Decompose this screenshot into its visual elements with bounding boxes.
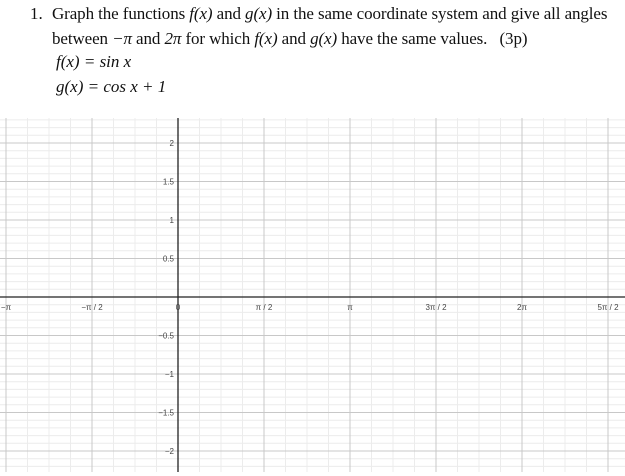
y-tick-label: −1.5 (158, 408, 174, 418)
text-same-system: in the same coordinate system and give all angles (276, 4, 608, 23)
two-pi: 2π (164, 29, 182, 48)
coordinate-grid (0, 118, 625, 472)
y-tick-label: 2 (169, 139, 174, 148)
f-of-x: f(x) (189, 4, 213, 23)
y-tick-label: 1 (169, 216, 174, 225)
y-tick-label: −2 (164, 447, 174, 456)
x-tick-label: −π (0, 303, 12, 312)
text-and: and (216, 4, 241, 23)
x-tick-label: −π / 2 (81, 303, 103, 312)
minor-grid (0, 118, 625, 472)
x-tick-label: 2π (517, 303, 527, 312)
y-tick-label: −1 (164, 370, 174, 379)
x-tick-label: 0 (175, 303, 181, 312)
text-between: between (52, 29, 108, 48)
text-for-which: for which (185, 29, 251, 48)
text-and-2: and (136, 29, 161, 48)
y-tick-label: −0.5 (158, 331, 174, 341)
g-definition: g(x) = cos x + 1 (56, 77, 167, 96)
f-definition: f(x) = sin x (56, 52, 132, 71)
x-tick-label: 5π / 2 (597, 303, 619, 312)
problem-line-1 (52, 4, 607, 24)
points-value: (3p) (499, 29, 528, 48)
problem-line-2 (52, 29, 527, 49)
text-and-3: and (281, 29, 306, 48)
x-tick-label: π / 2 (255, 303, 273, 312)
y-tick-label: 0.5 (162, 254, 174, 264)
g-of-x: g(x) (245, 4, 273, 23)
x-tick-label: π (347, 303, 353, 312)
x-tick-label: 3π / 2 (425, 303, 447, 312)
text-same-values: have the same values. (341, 29, 488, 48)
axes (0, 118, 625, 472)
major-grid (0, 118, 625, 472)
problem-number: 1. (30, 4, 43, 23)
g-of-x-2: g(x) (310, 29, 338, 48)
f-of-x-2: f(x) (254, 29, 278, 48)
y-tick-label: 1.5 (162, 177, 174, 187)
text-graph-the-functions: Graph the functions (52, 4, 186, 23)
problem-statement (0, 0, 625, 112)
minus-pi: −π (112, 29, 132, 48)
